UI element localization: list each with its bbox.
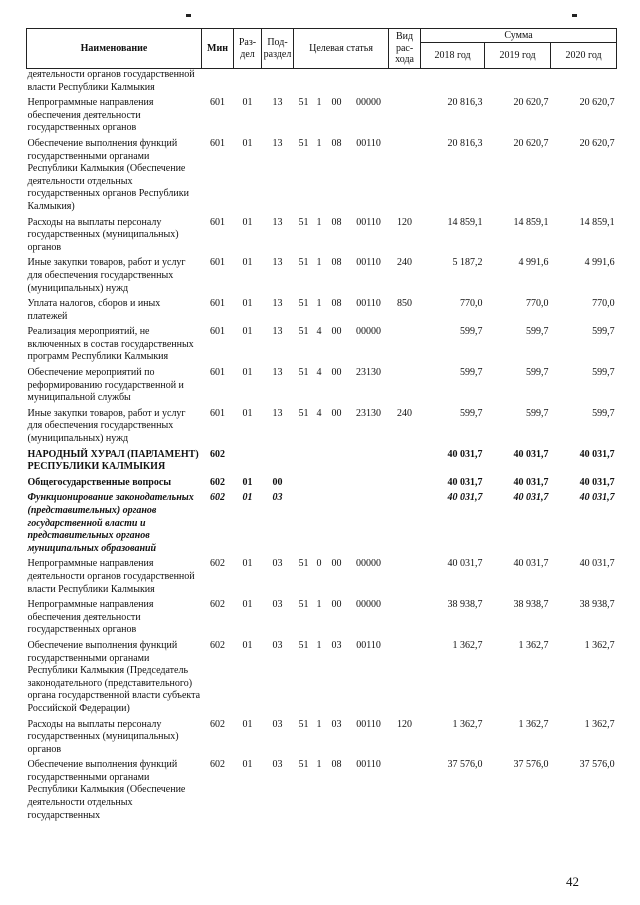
row-target-1: 51 <box>298 407 309 419</box>
row-razdel: 01 <box>242 476 253 488</box>
row-sum-2020: 1 362,7 <box>584 639 615 651</box>
row-vid <box>389 474 421 490</box>
row-sum-2018: 20 816,3 <box>447 97 483 109</box>
row-vid <box>389 69 421 95</box>
row-razdel: 01 <box>242 367 253 379</box>
scan-mark-right <box>572 14 577 17</box>
row-podrazdel: 03 <box>272 639 283 651</box>
row-target-1 <box>294 69 314 95</box>
row-sum-2019: 1 362,7 <box>518 718 549 730</box>
row-sum-2019: 37 576,0 <box>513 759 549 771</box>
row-sum-2018: 599,7 <box>460 367 483 379</box>
row-name: Обеспечение мероприятий по реформированию государственной и муниципальной службы <box>27 367 184 404</box>
row-target-3: 03 <box>331 639 342 651</box>
row-name: Иные закупки товаров, работ и услуг для обеспечения государственных (муниципальных) нужд <box>27 257 186 294</box>
row-target-4: 23130 <box>356 367 382 379</box>
row-target-2 <box>314 446 325 474</box>
row-min: 602 <box>210 448 225 460</box>
row-name: Непрограммные направления деятельности органов государственной власти Республики Калмыкия <box>27 558 195 595</box>
row-razdel: 01 <box>242 759 253 771</box>
row-target-2: 1 <box>316 257 322 269</box>
header-razdel: Раз- дел <box>234 29 262 69</box>
row-target-2 <box>314 474 325 490</box>
row-sum-2020: 4 991,6 <box>584 257 615 269</box>
page-number: 42 <box>566 874 579 889</box>
row-sum-2018: 14 859,1 <box>447 216 483 228</box>
row-sum-2018: 599,7 <box>460 326 483 338</box>
table-row <box>27 364 617 405</box>
row-target-3 <box>325 446 349 474</box>
row-target-1: 51 <box>298 759 309 771</box>
row-razdel: 01 <box>242 97 253 109</box>
row-target-4: 00000 <box>356 97 382 109</box>
row-target-3: 00 <box>331 97 342 109</box>
row-sum-2020: 40 031,7 <box>579 558 615 570</box>
row-name: Расходы на выплаты персоналу государственных (муниципальных) органов <box>27 718 179 755</box>
row-name: Обеспечение выполнения функций государственными органами Республики Калмыкия (Обеспечение деятельности отдельных государственных органов Республики Калмыкия) <box>27 137 189 212</box>
row-vid: 240 <box>397 257 413 269</box>
table-row <box>27 323 617 364</box>
row-sum-2019: 40 031,7 <box>513 448 549 460</box>
table-row <box>27 295 617 323</box>
row-vid: 850 <box>397 298 413 310</box>
row-name: Обеспечение выполнения функций государственными органами Республики Калмыкия (Обеспечение деятельности отдельных государственных <box>27 759 186 821</box>
row-sum-2020: 599,7 <box>592 407 615 419</box>
header-year-2020: 2020 год <box>551 43 617 69</box>
header-name: Наименование <box>27 29 202 69</box>
row-name: Иные закупки товаров, работ и услуг для обеспечения государственных (муниципальных) нужд <box>27 407 186 445</box>
row-podrazdel: 13 <box>272 367 283 379</box>
row-target-3: 00 <box>331 326 342 338</box>
row-sum-2020: 38 938,7 <box>579 599 615 611</box>
row-target-3: 08 <box>331 257 342 269</box>
row-target-1 <box>294 489 314 555</box>
row-min: 601 <box>210 326 225 338</box>
row-target-1: 51 <box>298 718 309 730</box>
row-sum-2020 <box>551 69 617 95</box>
row-sum-2018 <box>421 69 485 95</box>
table-row <box>27 94 617 135</box>
row-target-2: 4 <box>316 326 322 338</box>
row-target-3 <box>325 474 349 490</box>
row-target-1: 51 <box>298 639 309 651</box>
row-razdel: 01 <box>242 216 253 228</box>
row-target-1: 51 <box>298 298 309 310</box>
row-target-3: 08 <box>331 298 342 310</box>
row-razdel: 01 <box>242 407 253 419</box>
row-target-2: 1 <box>316 599 322 611</box>
row-target-1: 51 <box>298 97 309 109</box>
row-podrazdel: 03 <box>272 558 283 570</box>
scan-mark-left <box>186 14 191 17</box>
row-sum-2020: 1 362,7 <box>584 718 615 730</box>
row-name: Уплата налогов, сборов и иных платежей <box>27 298 161 322</box>
table-row <box>27 135 617 214</box>
row-sum-2018: 599,7 <box>460 407 483 419</box>
row-target-2 <box>314 489 325 555</box>
table-row <box>27 474 617 490</box>
header-year-2018: 2018 год <box>421 43 485 69</box>
row-sum-2018: 40 031,7 <box>447 558 483 570</box>
row-target-3: 00 <box>331 558 342 570</box>
row-sum-2020: 14 859,1 <box>579 216 615 228</box>
row-target-1: 51 <box>298 137 309 149</box>
row-vid <box>389 555 421 596</box>
row-target-1: 51 <box>298 558 309 570</box>
row-target-2: 4 <box>316 367 322 379</box>
row-target-4 <box>349 474 389 490</box>
table-row <box>27 637 617 716</box>
row-razdel: 01 <box>242 257 253 269</box>
row-vid: 120 <box>397 718 413 730</box>
row-name: Реализация мероприятий, не включенных в состав государственных программ Республики Калмыкия <box>27 326 194 363</box>
row-sum-2019: 599,7 <box>526 326 549 338</box>
row-min <box>202 69 234 95</box>
row-name: Общегосударственные вопросы <box>27 476 172 488</box>
row-sum-2020: 20 620,7 <box>579 97 615 109</box>
row-sum-2019: 40 031,7 <box>513 476 549 488</box>
header-podrazdel: Под- раздел <box>262 29 294 69</box>
row-target-1: 51 <box>298 257 309 269</box>
table-row <box>27 555 617 596</box>
row-min: 601 <box>210 216 225 228</box>
row-sum-2018: 38 938,7 <box>447 599 483 611</box>
row-target-4: 00110 <box>356 639 381 651</box>
row-target-4: 00110 <box>356 216 381 228</box>
row-target-4: 00000 <box>356 599 382 611</box>
row-sum-2019: 599,7 <box>526 367 549 379</box>
row-sum-2018: 40 031,7 <box>447 448 483 460</box>
row-min: 602 <box>210 759 225 771</box>
row-sum-2019: 1 362,7 <box>518 639 549 651</box>
row-podrazdel: 13 <box>272 216 283 228</box>
row-sum-2018: 1 362,7 <box>452 639 483 651</box>
row-razdel <box>234 446 262 474</box>
row-sum-2020: 40 031,7 <box>579 476 615 488</box>
row-target-2: 1 <box>316 137 322 149</box>
row-name: Расходы на выплаты персоналу государственных (муниципальных) органов <box>27 216 179 253</box>
row-min: 601 <box>210 257 225 269</box>
table-row <box>27 446 617 474</box>
row-razdel <box>234 69 262 95</box>
row-target-3: 08 <box>331 216 342 228</box>
row-target-1: 51 <box>298 367 309 379</box>
row-min: 602 <box>210 476 225 488</box>
row-target-1 <box>294 446 314 474</box>
row-name: Функционирование законодательных (представительных) органов государственной власти и представительных органов муниципальных образований <box>27 492 194 554</box>
table-body <box>27 69 617 823</box>
row-target-4: 00110 <box>356 718 381 730</box>
header-sum: Сумма <box>421 29 617 43</box>
row-sum-2018: 37 576,0 <box>447 759 483 771</box>
row-target-1: 51 <box>298 216 309 228</box>
row-razdel: 01 <box>242 492 253 504</box>
row-target-3: 00 <box>331 367 342 379</box>
row-target-2: 1 <box>316 759 322 771</box>
row-razdel: 01 <box>242 718 253 730</box>
row-sum-2019: 770,0 <box>526 298 549 310</box>
row-target-4: 00000 <box>356 326 382 338</box>
row-sum-2020: 599,7 <box>592 367 615 379</box>
row-podrazdel: 13 <box>272 257 283 269</box>
row-razdel: 01 <box>242 599 253 611</box>
row-podrazdel: 03 <box>272 492 283 504</box>
row-vid <box>389 756 421 822</box>
row-target-4: 23130 <box>356 407 382 419</box>
row-target-2: 1 <box>316 298 322 310</box>
row-razdel: 01 <box>242 326 253 338</box>
table-row <box>27 405 617 446</box>
table-row <box>27 214 617 255</box>
row-razdel: 01 <box>242 639 253 651</box>
row-vid: 240 <box>397 407 413 419</box>
row-sum-2018: 20 816,3 <box>447 137 483 149</box>
row-target-1 <box>294 474 314 490</box>
row-min: 601 <box>210 367 225 379</box>
row-min: 601 <box>210 298 225 310</box>
row-sum-2019: 14 859,1 <box>513 216 549 228</box>
row-sum-2019: 20 620,7 <box>513 137 549 149</box>
row-sum-2020: 770,0 <box>592 298 615 310</box>
row-sum-2019: 4 991,6 <box>518 257 549 269</box>
row-podrazdel: 13 <box>272 298 283 310</box>
row-name: деятельности органов государственной власти Республики Калмыкия <box>27 69 195 93</box>
row-sum-2020: 40 031,7 <box>579 492 615 504</box>
row-target-3: 00 <box>331 599 342 611</box>
row-name: Непрограммные направления обеспечения деятельности государственных органов <box>27 599 154 636</box>
row-target-4: 00110 <box>356 137 381 149</box>
header-vid: Вид рас- хода <box>389 29 421 69</box>
header-year-2019: 2019 год <box>485 43 551 69</box>
row-razdel: 01 <box>242 558 253 570</box>
row-min: 602 <box>210 599 225 611</box>
row-target-4: 00110 <box>356 257 381 269</box>
row-target-3 <box>325 69 349 95</box>
row-vid <box>389 596 421 637</box>
row-target-2: 0 <box>316 558 322 570</box>
row-vid <box>389 637 421 716</box>
row-vid <box>389 489 421 555</box>
row-sum-2019 <box>485 69 551 95</box>
row-sum-2018: 40 031,7 <box>447 492 483 504</box>
row-podrazdel: 03 <box>272 759 283 771</box>
row-sum-2019: 40 031,7 <box>513 492 549 504</box>
header-target: Целевая статья <box>294 29 389 69</box>
row-sum-2019: 20 620,7 <box>513 97 549 109</box>
row-sum-2019: 38 938,7 <box>513 599 549 611</box>
table-row <box>27 254 617 295</box>
row-sum-2020: 599,7 <box>592 326 615 338</box>
row-sum-2020: 37 576,0 <box>579 759 615 771</box>
row-podrazdel: 00 <box>272 476 283 488</box>
row-vid <box>389 446 421 474</box>
row-min: 602 <box>210 492 225 504</box>
row-target-3: 00 <box>331 407 342 419</box>
row-name: Обеспечение выполнения функций государственными органами Республики Калмыкия (Председатель законодательного (представительного) органа государственной власти субъекта Российской Федерации) <box>27 639 201 714</box>
row-target-3: 08 <box>331 137 342 149</box>
row-target-4 <box>349 489 389 555</box>
table-row <box>27 69 617 95</box>
row-target-4 <box>349 446 389 474</box>
row-podrazdel: 13 <box>272 407 283 419</box>
row-min: 601 <box>210 97 225 109</box>
row-min: 601 <box>210 407 225 419</box>
row-min: 602 <box>210 639 225 651</box>
row-name: НАРОДНЫЙ ХУРАЛ (ПАРЛАМЕНТ) РЕСПУБЛИКИ КАЛМЫКИЯ <box>27 448 199 473</box>
row-target-2 <box>314 69 325 95</box>
row-sum-2018: 40 031,7 <box>447 476 483 488</box>
row-target-4: 00110 <box>356 298 381 310</box>
row-sum-2019: 599,7 <box>526 407 549 419</box>
table-row <box>27 756 617 822</box>
row-podrazdel: 13 <box>272 97 283 109</box>
row-target-2: 4 <box>316 407 322 419</box>
row-min: 601 <box>210 137 225 149</box>
row-target-2: 1 <box>316 97 322 109</box>
row-min: 602 <box>210 558 225 570</box>
table-row <box>27 489 617 555</box>
row-sum-2018: 770,0 <box>460 298 483 310</box>
row-target-2: 1 <box>316 639 322 651</box>
row-sum-2020: 20 620,7 <box>579 137 615 149</box>
row-sum-2018: 1 362,7 <box>452 718 483 730</box>
row-razdel: 01 <box>242 298 253 310</box>
row-vid: 120 <box>397 216 413 228</box>
row-vid <box>389 135 421 214</box>
header-min: Мин <box>202 29 234 69</box>
row-target-4: 00110 <box>356 759 381 771</box>
row-target-2: 1 <box>316 216 322 228</box>
row-min: 602 <box>210 718 225 730</box>
row-sum-2018: 5 187,2 <box>452 257 483 269</box>
row-target-4: 00000 <box>356 558 382 570</box>
budget-table <box>26 28 617 822</box>
row-target-3: 03 <box>331 718 342 730</box>
row-razdel: 01 <box>242 137 253 149</box>
row-sum-2019: 40 031,7 <box>513 558 549 570</box>
row-target-4 <box>349 69 389 95</box>
row-sum-2020: 40 031,7 <box>579 448 615 460</box>
row-podrazdel: 13 <box>272 326 283 338</box>
row-podrazdel: 13 <box>272 137 283 149</box>
row-podrazdel: 03 <box>272 599 283 611</box>
table-row <box>27 716 617 757</box>
row-podrazdel <box>262 69 294 95</box>
row-podrazdel: 03 <box>272 718 283 730</box>
row-podrazdel <box>262 446 294 474</box>
row-target-1: 51 <box>298 599 309 611</box>
row-target-2: 1 <box>316 718 322 730</box>
table-row <box>27 596 617 637</box>
row-target-1: 51 <box>298 326 309 338</box>
row-vid <box>389 323 421 364</box>
row-name: Непрограммные направления обеспечения деятельности государственных органов <box>27 97 154 134</box>
row-target-3 <box>325 489 349 555</box>
row-target-3: 08 <box>331 759 342 771</box>
row-vid <box>389 94 421 135</box>
row-vid <box>389 364 421 405</box>
